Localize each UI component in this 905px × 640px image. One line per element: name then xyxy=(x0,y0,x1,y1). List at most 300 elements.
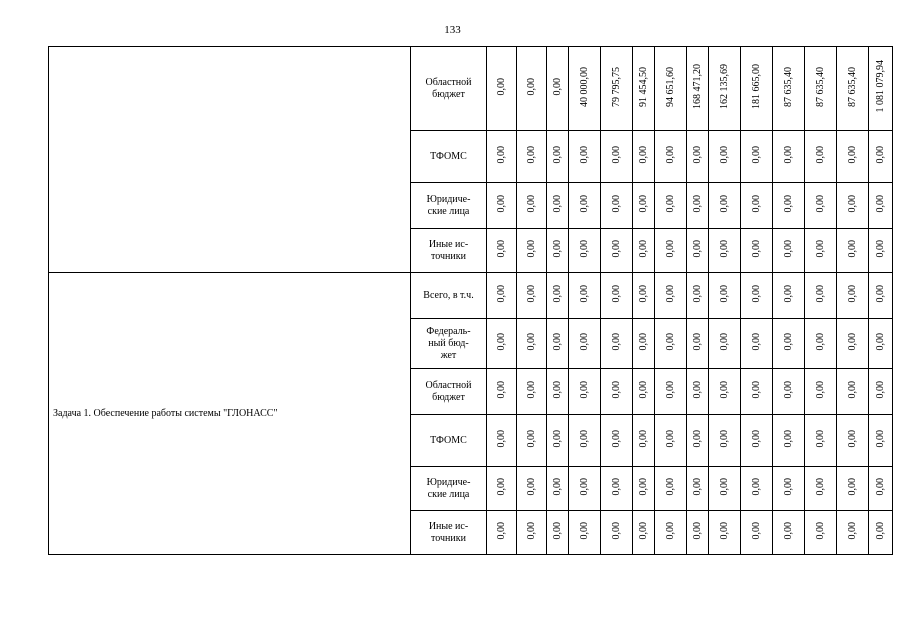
value-cell xyxy=(741,229,773,273)
value-text: 40 000,00 xyxy=(578,66,590,107)
value-text: 0,00 xyxy=(664,145,676,164)
value-cell xyxy=(805,415,837,467)
value-cell xyxy=(687,369,709,415)
value-cell xyxy=(869,273,893,319)
value-cell xyxy=(487,183,517,229)
page-number: 133 xyxy=(444,24,461,36)
value-cell xyxy=(601,273,633,319)
value-text: 87 635,40 xyxy=(782,66,794,107)
section-description xyxy=(49,47,411,273)
value-cell xyxy=(601,229,633,273)
value-cell xyxy=(687,511,709,555)
value-cell xyxy=(837,319,869,369)
value-cell xyxy=(869,415,893,467)
value-text: 0,00 xyxy=(874,521,886,540)
value-text: 0,00 xyxy=(782,332,794,351)
value-text: 0,00 xyxy=(495,380,507,399)
value-text: 0,00 xyxy=(525,239,537,258)
value-text: 0,00 xyxy=(610,477,622,496)
value-text: 0,00 xyxy=(750,145,762,164)
funding-source-label-line: Юридиче- xyxy=(426,476,471,488)
value-cell xyxy=(869,467,893,511)
value-cell xyxy=(741,511,773,555)
value-cell xyxy=(517,131,547,183)
value-cell xyxy=(837,131,869,183)
value-text: 87 635,40 xyxy=(846,66,858,107)
value-cell xyxy=(837,511,869,555)
value-text: 0,00 xyxy=(782,284,794,303)
value-text: 0,00 xyxy=(610,429,622,448)
value-text: 0,00 xyxy=(578,239,590,258)
value-text: 0,00 xyxy=(578,521,590,540)
funding-source-label-line: Юридиче- xyxy=(426,193,471,205)
value-cell xyxy=(709,183,741,229)
value-text: 0,00 xyxy=(718,332,730,351)
value-cell xyxy=(547,415,569,467)
value-text: 0,00 xyxy=(814,145,826,164)
value-cell xyxy=(517,319,547,369)
value-text: 0,00 xyxy=(637,332,649,351)
value-cell xyxy=(633,467,655,511)
value-cell xyxy=(687,47,709,131)
value-text: 0,00 xyxy=(750,521,762,540)
value-cell xyxy=(569,369,601,415)
value-text: 0,00 xyxy=(525,380,537,399)
value-text: 0,00 xyxy=(750,477,762,496)
value-text: 0,00 xyxy=(750,332,762,351)
value-text: 0,00 xyxy=(814,332,826,351)
value-text: 0,00 xyxy=(610,194,622,213)
value-cell xyxy=(547,369,569,415)
value-cell xyxy=(687,273,709,319)
value-cell xyxy=(687,229,709,273)
value-cell xyxy=(601,319,633,369)
value-cell xyxy=(569,511,601,555)
value-cell xyxy=(569,273,601,319)
value-text: 0,00 xyxy=(691,521,703,540)
value-text: 0,00 xyxy=(691,332,703,351)
value-cell xyxy=(741,369,773,415)
value-cell xyxy=(655,229,687,273)
value-cell xyxy=(687,415,709,467)
value-cell xyxy=(569,229,601,273)
value-text: 0,00 xyxy=(637,239,649,258)
value-text: 0,00 xyxy=(874,145,886,164)
value-cell xyxy=(773,273,805,319)
funding-source-label xyxy=(411,273,487,319)
value-cell xyxy=(487,319,517,369)
value-cell xyxy=(633,183,655,229)
value-text: 0,00 xyxy=(846,477,858,496)
value-cell xyxy=(773,369,805,415)
value-cell xyxy=(837,273,869,319)
value-cell xyxy=(687,183,709,229)
value-cell xyxy=(805,273,837,319)
value-text: 0,00 xyxy=(718,521,730,540)
value-text: 0,00 xyxy=(782,239,794,258)
value-text: 0,00 xyxy=(495,77,507,96)
value-cell xyxy=(655,369,687,415)
value-text: 0,00 xyxy=(874,429,886,448)
funding-source-label-line: Иные ис- xyxy=(428,520,469,532)
value-cell xyxy=(741,415,773,467)
value-cell xyxy=(869,183,893,229)
value-cell xyxy=(805,319,837,369)
value-text: 0,00 xyxy=(495,332,507,351)
value-cell xyxy=(633,131,655,183)
value-text: 181 665,00 xyxy=(750,64,762,109)
value-text: 0,00 xyxy=(637,477,649,496)
funding-source-label-line: ный бюд- xyxy=(428,337,469,349)
value-text: 168 471,20 xyxy=(691,64,703,109)
value-text: 0,00 xyxy=(578,194,590,213)
value-cell xyxy=(655,319,687,369)
value-text: 0,00 xyxy=(846,429,858,448)
value-text: 0,00 xyxy=(814,477,826,496)
value-text: 0,00 xyxy=(551,145,563,164)
value-cell xyxy=(633,47,655,131)
funding-source-label-line: точники xyxy=(431,532,466,544)
value-cell xyxy=(837,183,869,229)
value-cell xyxy=(869,511,893,555)
funding-source-label-line: точники xyxy=(431,250,466,262)
value-text: 0,00 xyxy=(525,284,537,303)
value-cell xyxy=(547,511,569,555)
value-cell xyxy=(741,131,773,183)
value-cell xyxy=(773,415,805,467)
value-cell xyxy=(487,229,517,273)
value-cell xyxy=(687,131,709,183)
value-cell xyxy=(773,467,805,511)
value-text: 0,00 xyxy=(495,145,507,164)
value-text: 0,00 xyxy=(578,429,590,448)
value-text: 0,00 xyxy=(664,194,676,213)
value-text: 0,00 xyxy=(495,194,507,213)
value-cell xyxy=(547,319,569,369)
value-text: 0,00 xyxy=(782,380,794,399)
value-text: 0,00 xyxy=(578,145,590,164)
value-cell xyxy=(837,415,869,467)
value-cell xyxy=(869,131,893,183)
value-text: 0,00 xyxy=(551,332,563,351)
section-description: Задача 1. Обеспечение работы системы "ГЛОНАСС" xyxy=(49,273,411,555)
value-text: 0,00 xyxy=(664,429,676,448)
value-cell xyxy=(869,47,893,131)
value-text: 0,00 xyxy=(578,380,590,399)
value-text: 0,00 xyxy=(637,380,649,399)
value-cell xyxy=(569,415,601,467)
value-cell xyxy=(569,319,601,369)
value-cell xyxy=(655,47,687,131)
value-text: 0,00 xyxy=(495,284,507,303)
value-text: 0,00 xyxy=(610,332,622,351)
value-text: 0,00 xyxy=(495,239,507,258)
value-cell xyxy=(837,229,869,273)
value-cell xyxy=(741,467,773,511)
value-text: 0,00 xyxy=(637,145,649,164)
value-text: 0,00 xyxy=(691,239,703,258)
value-text: 0,00 xyxy=(874,380,886,399)
value-text: 0,00 xyxy=(874,332,886,351)
value-cell xyxy=(633,229,655,273)
value-text: 0,00 xyxy=(691,477,703,496)
value-cell xyxy=(655,415,687,467)
value-cell xyxy=(655,131,687,183)
value-cell xyxy=(741,47,773,131)
value-text: 0,00 xyxy=(718,239,730,258)
value-cell xyxy=(487,415,517,467)
value-text: 0,00 xyxy=(718,380,730,399)
value-cell xyxy=(487,273,517,319)
value-cell xyxy=(869,319,893,369)
value-text: 0,00 xyxy=(525,77,537,96)
value-text: 0,00 xyxy=(610,521,622,540)
value-cell xyxy=(655,511,687,555)
funding-source-label-line: ТФОМС xyxy=(430,434,467,446)
value-cell xyxy=(655,273,687,319)
value-text: 0,00 xyxy=(718,284,730,303)
value-cell xyxy=(517,511,547,555)
funding-source-label xyxy=(411,319,487,369)
value-text: 0,00 xyxy=(664,284,676,303)
value-text: 94 651,60 xyxy=(664,66,676,107)
value-text: 0,00 xyxy=(718,477,730,496)
value-text: 79 795,75 xyxy=(610,66,622,107)
value-cell xyxy=(547,467,569,511)
value-text: 0,00 xyxy=(782,145,794,164)
funding-source-label-line: жет xyxy=(440,349,457,361)
value-text: 0,00 xyxy=(718,429,730,448)
funding-source-label-line: ские лица xyxy=(427,488,470,500)
value-cell xyxy=(805,47,837,131)
value-text: 0,00 xyxy=(664,521,676,540)
value-cell xyxy=(805,183,837,229)
value-text: 0,00 xyxy=(782,521,794,540)
value-text: 0,00 xyxy=(814,521,826,540)
value-cell xyxy=(601,511,633,555)
value-text: 0,00 xyxy=(846,145,858,164)
value-cell xyxy=(633,511,655,555)
value-cell xyxy=(517,369,547,415)
value-text: 0,00 xyxy=(551,429,563,448)
value-cell xyxy=(805,467,837,511)
value-cell xyxy=(741,183,773,229)
value-text: 0,00 xyxy=(846,380,858,399)
value-cell xyxy=(517,415,547,467)
value-cell xyxy=(517,183,547,229)
value-text: 0,00 xyxy=(637,429,649,448)
value-text: 0,00 xyxy=(664,477,676,496)
value-text: 0,00 xyxy=(610,145,622,164)
value-text: 0,00 xyxy=(750,429,762,448)
value-text: 0,00 xyxy=(874,239,886,258)
value-text: 91 454,50 xyxy=(637,66,649,107)
value-text: 0,00 xyxy=(750,239,762,258)
value-cell xyxy=(517,273,547,319)
funding-source-label xyxy=(411,415,487,467)
value-text: 0,00 xyxy=(637,284,649,303)
value-cell xyxy=(547,131,569,183)
value-cell xyxy=(741,273,773,319)
value-cell xyxy=(487,467,517,511)
value-cell xyxy=(709,229,741,273)
value-cell xyxy=(569,467,601,511)
value-text: 0,00 xyxy=(814,239,826,258)
value-text: 0,00 xyxy=(525,194,537,213)
value-text: 0,00 xyxy=(691,380,703,399)
funding-source-label-line: бюджет xyxy=(432,391,465,403)
value-cell xyxy=(687,467,709,511)
value-cell xyxy=(633,415,655,467)
value-cell xyxy=(773,229,805,273)
value-text: 1 081 079,94 xyxy=(874,60,886,113)
value-text: 0,00 xyxy=(814,194,826,213)
value-text: 0,00 xyxy=(874,477,886,496)
value-cell xyxy=(569,183,601,229)
value-cell xyxy=(709,415,741,467)
value-text: 0,00 xyxy=(664,239,676,258)
value-text: 0,00 xyxy=(782,194,794,213)
value-cell xyxy=(655,183,687,229)
value-cell xyxy=(569,131,601,183)
value-text: 0,00 xyxy=(718,145,730,164)
value-text: 0,00 xyxy=(495,521,507,540)
value-text: 0,00 xyxy=(846,284,858,303)
value-text: 0,00 xyxy=(846,332,858,351)
value-cell xyxy=(773,511,805,555)
value-cell xyxy=(547,273,569,319)
value-text: 0,00 xyxy=(691,429,703,448)
value-text: 0,00 xyxy=(551,239,563,258)
value-cell xyxy=(633,369,655,415)
value-text: 0,00 xyxy=(551,194,563,213)
funding-source-label-line: ТФОМС xyxy=(430,150,467,162)
value-cell xyxy=(633,273,655,319)
value-cell xyxy=(547,47,569,131)
funding-source-label xyxy=(411,131,487,183)
funding-source-label xyxy=(411,229,487,273)
value-cell xyxy=(601,183,633,229)
funding-source-label xyxy=(411,183,487,229)
value-cell xyxy=(709,273,741,319)
value-cell xyxy=(687,319,709,369)
value-text: 0,00 xyxy=(691,194,703,213)
value-text: 0,00 xyxy=(495,477,507,496)
value-cell xyxy=(773,131,805,183)
value-text: 0,00 xyxy=(578,284,590,303)
value-cell xyxy=(837,47,869,131)
value-text: 0,00 xyxy=(551,477,563,496)
value-text: 0,00 xyxy=(874,284,886,303)
value-text: 0,00 xyxy=(551,284,563,303)
value-cell xyxy=(487,47,517,131)
value-cell xyxy=(655,467,687,511)
value-text: 0,00 xyxy=(525,332,537,351)
value-cell xyxy=(709,319,741,369)
value-text: 0,00 xyxy=(525,429,537,448)
value-cell xyxy=(869,229,893,273)
funding-source-label xyxy=(411,511,487,555)
funding-source-label xyxy=(411,47,487,131)
value-text: 0,00 xyxy=(525,521,537,540)
value-text: 0,00 xyxy=(525,145,537,164)
funding-source-label-line: Федераль- xyxy=(426,325,471,337)
value-text: 0,00 xyxy=(846,239,858,258)
value-cell xyxy=(487,511,517,555)
value-cell xyxy=(741,319,773,369)
value-text: 162 135,69 xyxy=(718,64,730,109)
value-text: 0,00 xyxy=(578,477,590,496)
value-cell xyxy=(517,229,547,273)
value-cell xyxy=(709,511,741,555)
value-cell xyxy=(601,369,633,415)
value-text: 0,00 xyxy=(814,284,826,303)
value-text: 0,00 xyxy=(718,194,730,213)
value-cell xyxy=(517,47,547,131)
value-cell xyxy=(709,369,741,415)
funding-source-label xyxy=(411,467,487,511)
value-text: 0,00 xyxy=(782,429,794,448)
value-text: 0,00 xyxy=(750,194,762,213)
funding-source-label-line: Всего, в т.ч. xyxy=(423,289,474,301)
value-text: 0,00 xyxy=(578,332,590,351)
value-cell xyxy=(547,229,569,273)
value-cell xyxy=(709,131,741,183)
value-cell xyxy=(869,369,893,415)
value-cell xyxy=(517,467,547,511)
value-cell xyxy=(547,183,569,229)
value-cell xyxy=(837,467,869,511)
value-text: 0,00 xyxy=(750,284,762,303)
funding-source-label-line: ские лица xyxy=(427,205,470,217)
value-cell xyxy=(601,467,633,511)
value-cell xyxy=(601,47,633,131)
table-row xyxy=(49,47,893,131)
value-cell xyxy=(487,369,517,415)
value-text: 0,00 xyxy=(495,429,507,448)
value-cell xyxy=(569,47,601,131)
budget-table xyxy=(48,46,893,555)
value-cell xyxy=(773,319,805,369)
value-cell xyxy=(805,229,837,273)
value-cell xyxy=(805,511,837,555)
value-text: 0,00 xyxy=(664,380,676,399)
value-cell xyxy=(773,47,805,131)
value-text: 0,00 xyxy=(551,380,563,399)
funding-source-label-line: Иные ис- xyxy=(428,238,469,250)
value-text: 0,00 xyxy=(610,239,622,258)
value-text: 0,00 xyxy=(874,194,886,213)
funding-source-label-line: бюджет xyxy=(432,88,465,100)
value-cell xyxy=(837,369,869,415)
funding-source-label xyxy=(411,369,487,415)
value-cell xyxy=(633,319,655,369)
value-text: 0,00 xyxy=(782,477,794,496)
value-cell xyxy=(805,131,837,183)
value-text: 0,00 xyxy=(551,77,563,96)
funding-source-label-line: Областной xyxy=(425,76,472,88)
value-cell xyxy=(709,467,741,511)
value-cell xyxy=(601,415,633,467)
value-cell xyxy=(709,47,741,131)
value-cell xyxy=(773,183,805,229)
value-text: 0,00 xyxy=(637,521,649,540)
value-text: 0,00 xyxy=(750,380,762,399)
value-cell xyxy=(601,131,633,183)
value-text: 0,00 xyxy=(814,380,826,399)
funding-source-label-line: Областной xyxy=(425,379,472,391)
value-text: 87 635,40 xyxy=(814,66,826,107)
